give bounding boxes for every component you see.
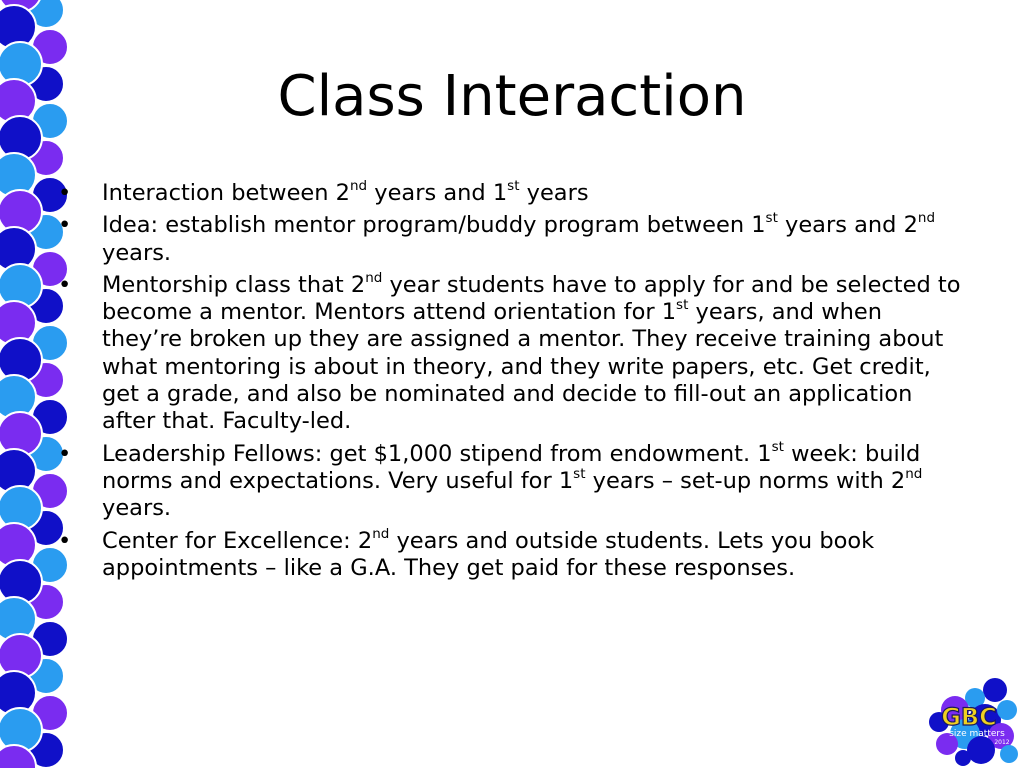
logo-bubble: [1000, 745, 1018, 763]
logo-text: GBC: [941, 703, 997, 731]
bullet-marker: •: [58, 212, 72, 239]
bullet-marker: •: [58, 180, 72, 206]
bullet-text: years: [519, 180, 589, 206]
bullet-text: Mentorship class that 2: [102, 271, 366, 298]
bullet-item: [58, 438, 963, 523]
logo-bubble: [967, 736, 995, 764]
bullet-superscript: nd: [905, 465, 923, 482]
bullet-text: Interaction between 2: [102, 180, 350, 206]
bullet-marker: •: [58, 271, 72, 298]
bullet-text: years, and when they’re broken up they are assigned a mentor. They receive training about what mentoring is about in theory, and they write papers, etc. Get credit, get a grade, and also be nominated and decide to fill-out an application after that. Faculty-led.: [102, 299, 944, 435]
bullet-text: year students have to apply for and be selected to become a mentor. Mentors attend orientation for 1: [102, 271, 961, 326]
bullet-superscript: nd: [349, 177, 368, 194]
bullet-superscript: st: [676, 297, 689, 314]
logo-bubble: [997, 700, 1017, 720]
bullet-item: [58, 269, 963, 436]
bullet-text: years and 2: [777, 212, 918, 239]
bullet-text: Leadership Fellows: get $1,000 stipend from endowment. 1: [102, 440, 772, 467]
bullet-superscript: nd: [917, 210, 936, 227]
bullet-item: [58, 177, 963, 207]
bullet-marker: •: [58, 527, 72, 554]
gbc-logo: [925, 676, 1020, 768]
bullet-item: [58, 212, 963, 267]
bullet-superscript: st: [507, 177, 520, 194]
logo-bubble: [983, 678, 1007, 702]
bullet-superscript: nd: [372, 525, 390, 542]
bullet-superscript: st: [573, 465, 586, 482]
logo-year: 2012: [994, 739, 1010, 746]
bullet-text: Center for Excellence: 2: [102, 527, 373, 554]
bullet-text: Idea: establish mentor program/buddy program between 1: [102, 212, 766, 239]
bullet-superscript: st: [765, 210, 778, 227]
bullet-list: [58, 177, 963, 587]
bullet-text: years – set-up norms with 2: [585, 467, 906, 494]
logo-subtext: size matters: [949, 729, 1005, 739]
slide-title: Class Interaction: [277, 64, 747, 129]
logo-bubble: [955, 750, 971, 766]
bullet-text: years.: [102, 495, 172, 522]
bullet-text: week: build norms and expectations. Very useful for 1: [102, 440, 921, 494]
bullet-item: [58, 525, 963, 583]
bullet-text: years and 1: [367, 180, 508, 206]
bullet-superscript: nd: [365, 269, 383, 286]
bullet-marker: •: [58, 440, 72, 467]
bullet-superscript: st: [771, 438, 784, 455]
bullet-text: years and outside students. Lets you book appointments – like a G.A. They get paid for these responses.: [102, 527, 875, 581]
bullet-text: years.: [102, 239, 172, 266]
